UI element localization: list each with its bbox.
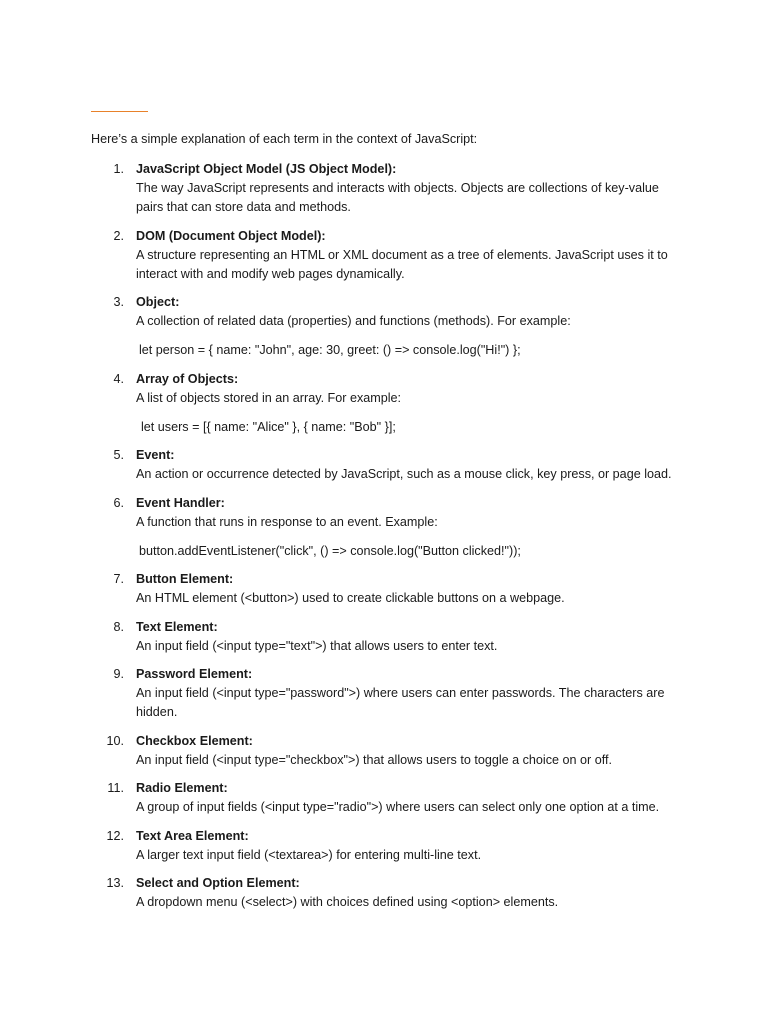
list-item-term: Event Handler: [136, 495, 225, 510]
list-item [0, 827, 768, 865]
list-item-term: Event: [136, 448, 175, 462]
code-example: let users = [{ name: "Alice" }, { name: "Bob" }]; [141, 419, 396, 434]
list-item-description: A function that runs in response to an event. Example: [136, 514, 438, 529]
code-example: button.addEventListener("click", () => console.log("Button clicked!")); [139, 543, 521, 558]
list-item [0, 665, 768, 722]
list-item [0, 494, 768, 561]
intro-paragraph: Here’s a simple explanation of each term in the context of JavaScript: [91, 132, 478, 146]
list-item-term: Button Element: [136, 572, 234, 586]
list-item-number: 6. [113, 495, 124, 510]
list-item-number: 7. [113, 572, 124, 586]
code-example: let person = { name: "John", age: 30, greet: () => console.log("Hi!") }; [139, 343, 521, 357]
list-item-description: A collection of related data (properties) and functions (methods). For example: [136, 314, 571, 328]
list-item-description: A larger text input field (<textarea>) for entering multi-line text. [136, 847, 482, 862]
list-item-number: 3. [113, 295, 124, 309]
list-item-description: A list of objects stored in an array. For example: [136, 390, 402, 405]
list-item-number: 8. [113, 619, 124, 634]
list-item [0, 446, 768, 484]
list-item [0, 370, 768, 437]
list-item-number: 9. [113, 667, 124, 681]
accent-rule [91, 111, 148, 112]
list-item [0, 779, 768, 817]
list-item [0, 618, 768, 656]
list-item-term: Text Element: [136, 619, 218, 634]
list-item-term: Select and Option Element: [136, 876, 300, 890]
list-item-term: DOM (Document Object Model): [136, 228, 326, 243]
list-item [0, 570, 768, 608]
list-item-description: An input field (<input type="password">) where users can enter passwords. The characters are hidden. [136, 686, 665, 719]
list-item-description: An HTML element (<button>) used to create clickable buttons on a webpage. [136, 591, 565, 605]
list-item-term: Text Area Element: [136, 828, 249, 843]
list-item-term: Object: [136, 295, 180, 309]
list-item-number: 5. [113, 448, 124, 462]
list-item-description: A group of input fields (<input type="radio">) where users can select only one option at a time. [136, 800, 660, 814]
list-item [0, 293, 768, 360]
list-item-description: The way JavaScript represents and interacts with objects. Objects are collections of key-value pairs that can store data and methods. [136, 181, 659, 214]
list-item-number: 10. [106, 733, 124, 748]
list-item [0, 227, 768, 284]
list-item-number: 4. [113, 371, 124, 386]
list-item [0, 160, 768, 217]
list-item-term: Checkbox Element: [136, 733, 253, 748]
list-item-number: 12. [106, 828, 124, 843]
list-item-number: 1. [113, 162, 124, 176]
list-item-description: A structure representing an HTML or XML document as a tree of elements. JavaScript uses it to interact with and modify web pages dynamically. [136, 247, 668, 281]
list-item-term: Array of Objects: [136, 371, 239, 386]
list-item-number: 13. [106, 876, 124, 890]
term-list [0, 160, 768, 912]
list-item-description: An action or occurrence detected by JavaScript, such as a mouse click, key press, or page load. [136, 467, 672, 481]
list-item-term: Password Element: [136, 667, 253, 681]
list-item-number: 2. [113, 228, 124, 243]
list-item-term: JavaScript Object Model (JS Object Model): [136, 162, 397, 176]
list-item [0, 874, 768, 912]
list-item-term: Radio Element: [136, 781, 228, 795]
list-item-description: An input field (<input type="checkbox">) that allows users to toggle a choice on or off. [136, 752, 613, 767]
list-item-description: A dropdown menu (<select>) with choices defined using <option> elements. [136, 895, 559, 909]
list-item-description: An input field (<input type="text">) that allows users to enter text. [136, 638, 498, 653]
list-item-number: 11. [107, 781, 124, 795]
list-item [0, 732, 768, 770]
